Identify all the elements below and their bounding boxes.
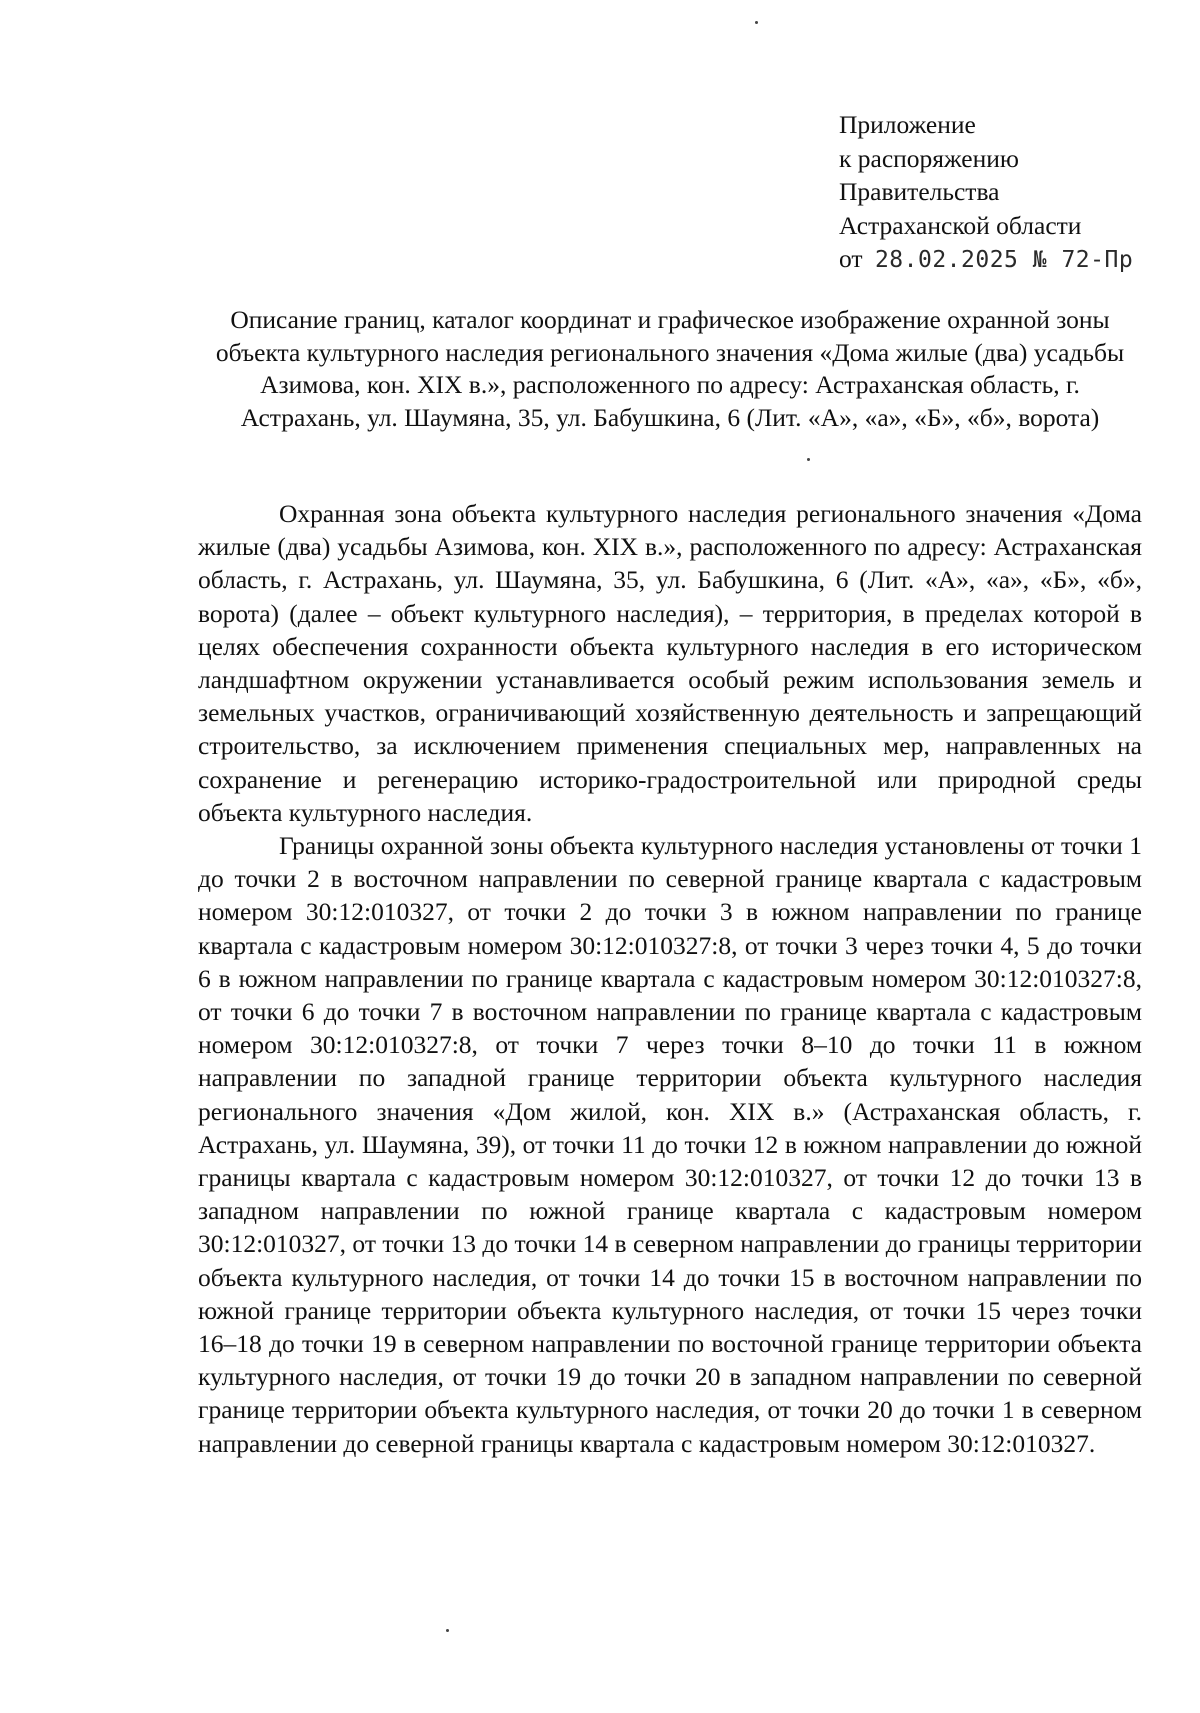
appendix-line: Астраханской области (839, 210, 1082, 240)
paragraph: Границы охранной зоны объекта культурного наследия установлены от точки 1 до точки 2 в восточном направлении по северной границе квартала с кадастровым номером 30:12:010327, от точки 2 до точки 3 в южном направлении по границе квартала с кадастровым номером 30:12:010327:8, от точки 3 через точки 4, 5 до точки 6 в южном направлении по границе квартала с кадастровым номером 30:12:010327:8, от точки 6 до точки 7 в восточном направлении по границе квартала с кадастровым номером 30:12:010327:8, от точки 7 через точки 8–10 до точки 11 в южном направлении по западной границе территории объекта культурного наследия регионального значения «Дом жилой, кон. XIX в.» (Астраханская область, г. Астрахань, ул. Шаумяна, 39), от точки 11 до точки 12 в южном направлении до южной границы квартала с кадастровым номером 30:12:010327, от точки 12 до точки 13 в западном направлении по южной границе квартала с кадастровым номером 30:12:010327, от точки 13 до точки 14 в северном направлении до границы территории объекта культурного наследия, от точки 14 до точки 15 в восточном направлении по южной границе территории объекта культурного наследия, от точки 15 через точки 16–18 до точки 19 в северном направлении по восточной границе территории объекта культурного наследия, от точки 19 до точки 20 в западном направлении по северной границе территории объекта культурного наследия, от точки 20 до точки 1 в северном направлении до северной границы квартала с кадастровым номером 30:12:010327. (198, 831, 1142, 1458)
scan-speck (446, 1629, 449, 1632)
paragraph: Охранная зона объекта культурного наследия регионального значения «Дома жилые (два) усадьбы Азимова, кон. XIX в.», расположенного по адресу: Астраханская область, г. Астрахань, ул. Шаумяна, 35, ул. Бабушкина, 6 (Лит. «А», «а», «Б», «б», ворота) (далее – объект культурного наследия), – территория, в пределах которой в целях обеспечения сохранности объекта культурного наследия в его историческом ландшафтном окружении устанавливается особый режим использования земель и земельных участков, ограничивающий хозяйственную деятельность и запрещающий строительство, за исключением применения специальных мер, направленных на сохранение и регенерацию историко-градостроительной или природной среды объекта культурного наследия. (198, 499, 1142, 827)
date-number-stamp: 28.02.2025 № 72-Пр (874, 247, 1134, 273)
appendix-date-line (839, 242, 1179, 278)
appendix-line: Приложение (839, 110, 976, 139)
appendix-line: Правительства (839, 177, 1000, 206)
document-title: Описание границ, каталог координат и графическое изображение охранной зоны объекта культурного наследия регионального значения «Дома жилые (два) усадьбы Азимова, кон. XIX в.», расположенного по адресу: Астраханская область, г. Астрахань, ул. Шаумяна, 35, ул. Бабушкина, 6 (Лит. «А», «а», «Б», «б», ворота) (215, 305, 1125, 432)
appendix-line: к распоряжению (839, 143, 1019, 173)
scan-speck (807, 458, 810, 461)
appendix-header (839, 108, 1179, 278)
scan-speck (755, 21, 758, 24)
from-label: от (839, 244, 863, 273)
document-body (198, 497, 1142, 1460)
